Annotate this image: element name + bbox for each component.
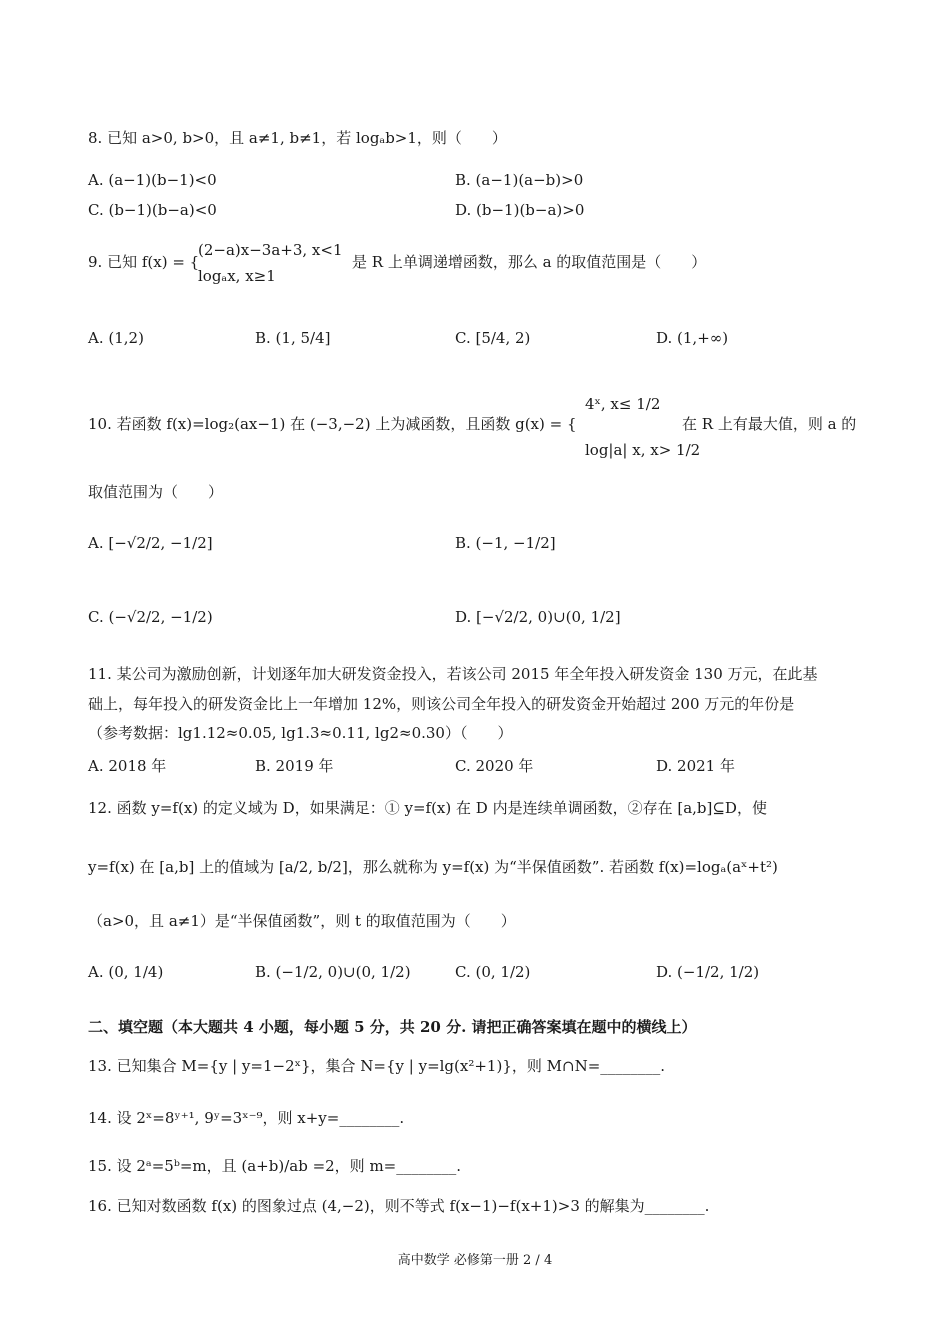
q9-case-2: logₐx, x≥1: [198, 267, 276, 285]
question-12-line-2: y=f(x) 在 [a,b] 上的值域为 [a/2, b/2]，那么就称为 y=f(x) 为“半保值函数”. 若函数 f(x)=logₐ(aˣ+t²): [88, 858, 778, 876]
q10-case-2: log|a| x, x> 1/2: [585, 441, 701, 459]
question-16: 16. 已知对数函数 f(x) 的图象过点 (4,−2)，则不等式 f(x−1)−f(x+1)>3 的解集为________.: [88, 1197, 710, 1215]
q8-option-d: D. (b−1)(b−a)>0: [455, 201, 585, 219]
question-9-prefix: 9. 已知 f(x) = {: [88, 253, 200, 271]
q11-option-d: D. 2021 年: [656, 757, 735, 775]
q10-case-1: 4ˣ, x≤ 1/2: [585, 395, 661, 413]
q12-option-d: D. (−1/2, 1/2): [656, 963, 760, 981]
question-13: 13. 已知集合 M={y | y=1−2ˣ}，集合 N={y | y=lg(x²+1)}，则 M∩N=________.: [88, 1057, 666, 1075]
question-10-prefix: 10. 若函数 f(x)=log₂(ax−1) 在 (−3,−2) 上为减函数，且函数 g(x) = {: [88, 415, 577, 433]
question-11-line-2: 础上，每年投入的研发资金比上一年增加 12%，则该公司全年投入的研发资金开始超过 200 万元的年份是: [88, 695, 795, 713]
q8-option-b: B. (a−1)(a−b)>0: [455, 171, 584, 189]
question-15: 15. 设 2ᵃ=5ᵇ=m，且 (a+b)/ab =2，则 m=________.: [88, 1157, 462, 1175]
section-2-heading: 二、填空题（本大题共 4 小题，每小题 5 分，共 20 分. 请把正确答案填在题中的横线上）: [88, 1018, 697, 1036]
q9-option-c: C. [5/4, 2): [455, 329, 531, 347]
q11-option-b: B. 2019 年: [255, 757, 334, 775]
q10-option-a: A. [−√2/2, −1/2]: [88, 534, 213, 552]
page-footer: 高中数学 必修第一册 2 / 4: [397, 1253, 553, 1268]
q10-option-d: D. [−√2/2, 0)∪(0, 1/2]: [455, 608, 621, 626]
question-8-stem: 8. 已知 a>0, b>0，且 a≠1, b≠1，若 logₐb>1，则（ ）: [88, 129, 507, 147]
question-12-line-3: （a>0，且 a≠1）是“半保值函数”，则 t 的取值范围为（ ）: [88, 912, 516, 930]
q11-option-a: A. 2018 年: [88, 757, 167, 775]
q10-option-c: C. (−√2/2, −1/2): [88, 608, 213, 626]
q12-option-a: A. (0, 1/4): [88, 963, 164, 981]
q11-option-c: C. 2020 年: [455, 757, 534, 775]
q8-option-c: C. (b−1)(b−a)<0: [88, 201, 217, 219]
question-14: 14. 设 2ˣ=8ʸ⁺¹, 9ʸ=3ˣ⁻⁹，则 x+y=________.: [88, 1109, 405, 1127]
question-12-line-1: 12. 函数 y=f(x) 的定义域为 D，如果满足：① y=f(x) 在 D 内是连续单调函数，②存在 [a,b]⊆D，使: [88, 799, 767, 817]
question-9-suffix: 是 R 上单调递增函数，那么 a 的取值范围是（ ）: [352, 253, 707, 271]
q12-option-b: B. (−1/2, 0)∪(0, 1/2): [255, 963, 411, 981]
question-10-suffix: 在 R 上有最大值，则 a 的: [682, 415, 857, 433]
q9-option-d: D. (1,+∞): [656, 329, 729, 347]
question-11-line-1: 11. 某公司为激励创新，计划逐年加大研发资金投入，若该公司 2015 年全年投入研发资金 130 万元，在此基: [88, 665, 818, 683]
q10-option-b: B. (−1, −1/2]: [455, 534, 556, 552]
q9-case-1: (2−a)x−3a+3, x<1: [198, 241, 343, 259]
q8-option-a: A. (a−1)(b−1)<0: [88, 171, 217, 189]
q12-option-c: C. (0, 1/2): [455, 963, 531, 981]
question-10-line-2: 取值范围为（ ）: [88, 483, 224, 501]
q9-option-b: B. (1, 5/4]: [255, 329, 331, 347]
q9-option-a: A. (1,2): [88, 329, 144, 347]
question-11-line-3: （参考数据：lg1.12≈0.05, lg1.3≈0.11, lg2≈0.30）（ ）: [88, 724, 513, 742]
